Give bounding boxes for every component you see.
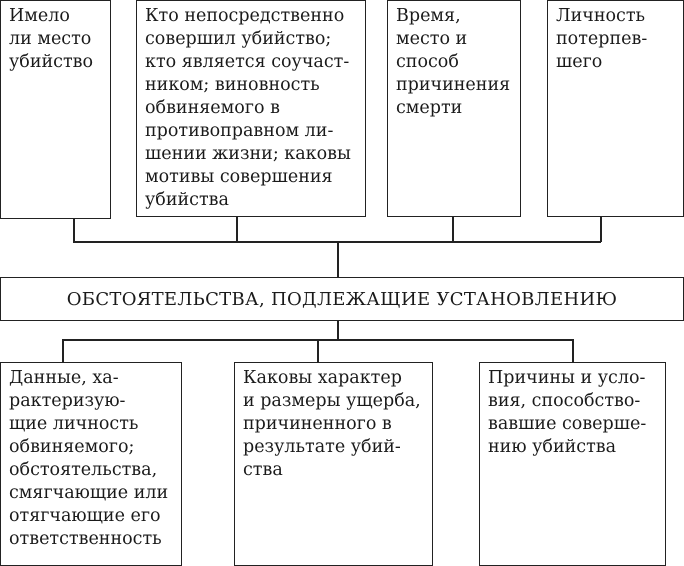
box-time-place-method: Время, место и способ причинения смерти [387,0,521,217]
center-title: ОБСТОЯТЕЛЬСТВА, ПОДЛЕЖАЩИЕ УСТАНОВЛЕНИЮ [66,288,618,310]
connector-top-drop-2 [236,216,238,242]
box-accused-personality: Данные, ха- рактеризую- щие личность обвиняемого; обстоятельства, смягчающие или отягчающие его ответственность [0,362,182,566]
center-title-box [0,277,684,321]
box-murder-occurred: Имело ли место убийство [0,0,111,219]
box-perpetrator-guilt-motives: Кто непосредственно совершил убийство; кто является соучаст- ником; виновность обвиняемого в противоправном ли- шении жизни; каковы мотивы совершения убийства [136,0,366,217]
connector-bottom-drop-2 [317,339,319,363]
connector-top-stem [337,241,339,277]
connector-bottom-drop-1 [62,339,64,363]
box-damage-nature: Каковы характер и размеры ущерба, причиненного в результате убий- ства [234,362,433,566]
connector-bottom-drop-3 [572,339,574,363]
connector-top-drop-3 [452,216,454,242]
box-causes-conditions: Причины и усло- вия, способство- вавшие соверше- нию убийства [479,362,666,566]
connector-bottom-stem [337,320,339,340]
box-victim-personality: Личность потерпев- шего [547,0,684,217]
connector-top-drop-1 [73,218,75,242]
connector-top-drop-4 [600,216,602,242]
